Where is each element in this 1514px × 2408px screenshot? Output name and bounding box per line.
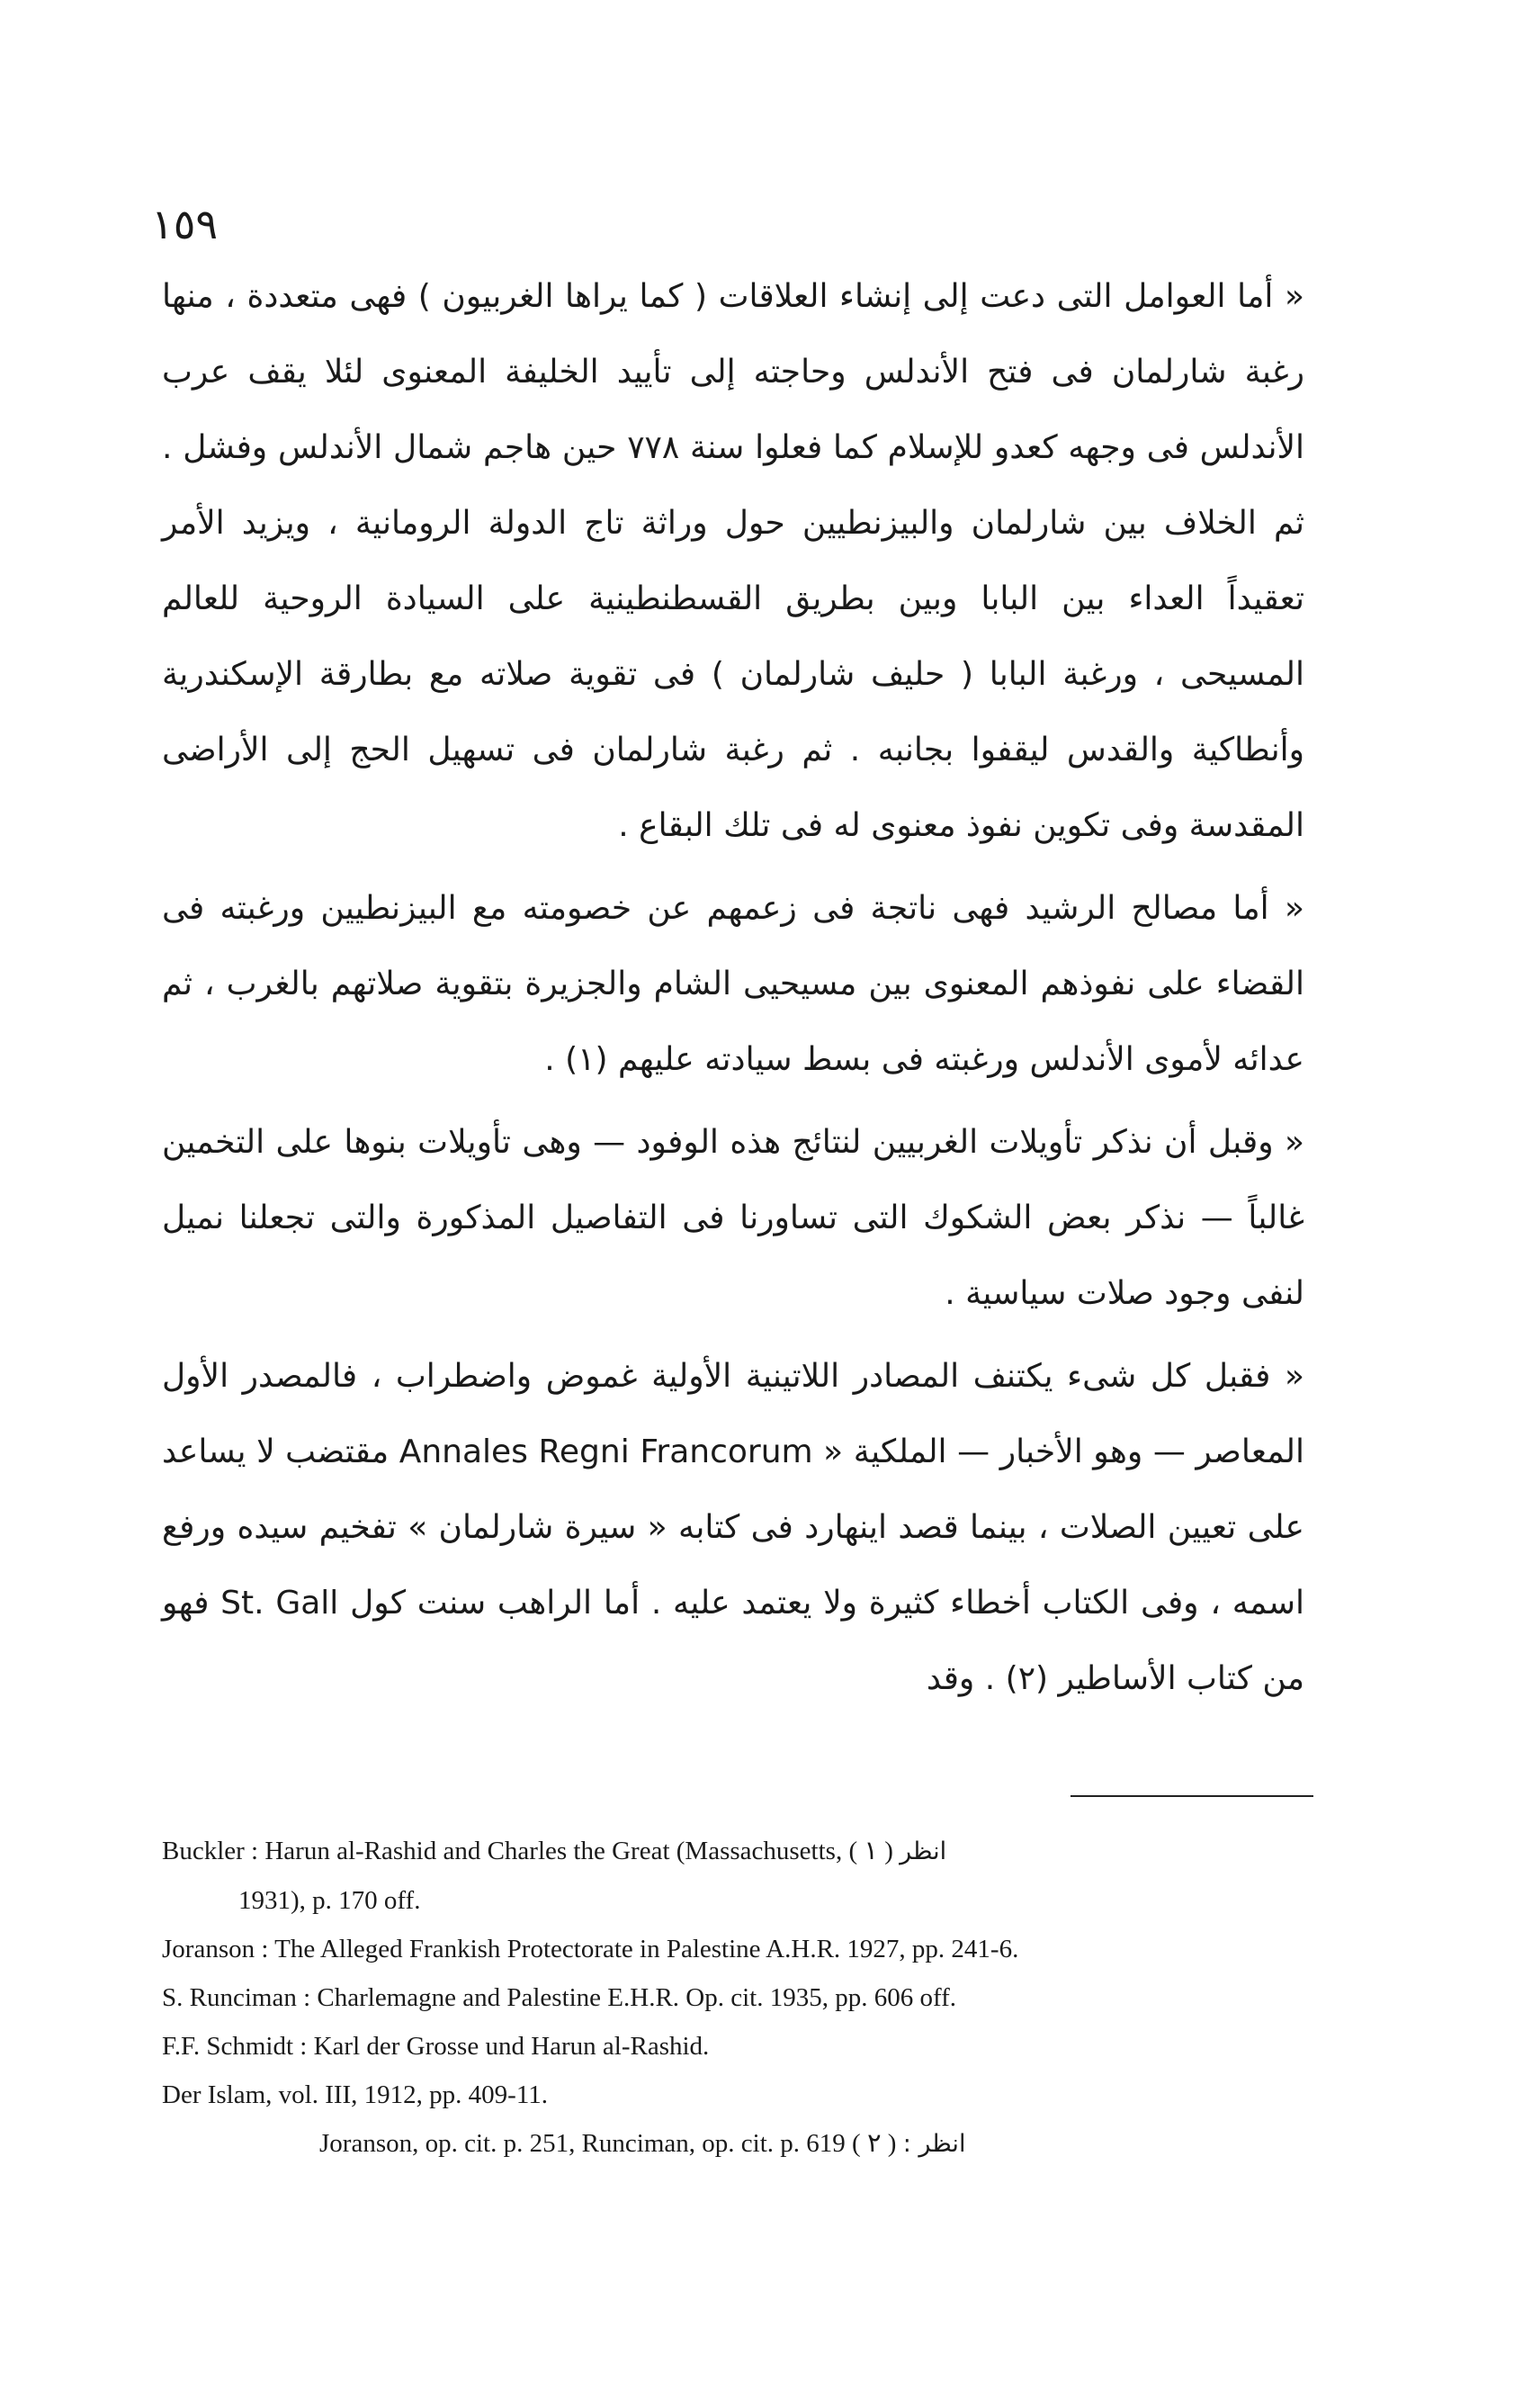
footnote-2-text: Joranson, op. cit. p. 251, Runciman, op. cit. p. 619 — [319, 2129, 846, 2158]
footnote-1-ref-islam: Der Islam, vol. III, 1912, pp. 409-11. — [162, 2080, 549, 2109]
footnote-2-word: انظر : — [902, 2130, 966, 2158]
paragraph-4: « فقبل كل شىء يكتنف المصادر اللاتينية الأولية غموض واضطراب ، فالمصدر الأول المعاصر — وهو الأخبار — الملكية « Annales Regni Francorum مقتضب لا يساعد على تعيين الصلات ، بينما قصد اينهارد فى كتابه « سيرة شارلمان » تفخيم سيده ورفع اسمه ، وفى الكتاب أخطاء كثيرة ولا يعتمد عليه . أما الراهب سنت كول St. Gall فهو من كتاب الأساطير (٢) . وقد — [162, 1358, 1304, 1697]
paragraph-2: « أما مصالح الرشيد فهى ناتجة فى زعمهم عن خصومته مع البيزنطيين ورغبته فى القضاء على نفوذهم المعنوى بين مسيحيى الشام والجزيرة بتقوية صلاتهم بالغرب ، ثم عدائه لأموى الأندلس ورغبته فى بسط سيادته عليهم (١) . — [162, 890, 1304, 1078]
footnote-1-cont: 1931), p. 170 off. — [238, 1886, 421, 1915]
footnote-1 — [162, 1827, 1322, 1876]
body-text — [162, 259, 1304, 1724]
footnote-separator — [1071, 1795, 1313, 1797]
footnote-1-text: Buckler : Harun al-Rashid and Charles the Great (Massachusetts, — [162, 1837, 843, 1865]
footnote-1-ref-joranson: Joranson : The Alleged Frankish Protectorate in Palestine A.H.R. 1927, pp. 241-6. — [162, 1935, 1019, 1963]
footnote-2 — [162, 2119, 1322, 2169]
footnote-1-marker: ( ١ ) — [848, 1837, 893, 1865]
page-number: ١٥٩ — [151, 200, 219, 248]
footnote-2-marker: ( ٢ ) — [852, 2129, 897, 2158]
paragraph-1: « أما العوامل التى دعت إلى إنشاء العلاقات ( كما يراها الغربيون ) فهى متعددة ، منها رغبة شارلمان فى فتح الأندلس وحاجته إلى تأييد الخليفة المعنوى لئلا يقف عرب الأندلس فى وجهه كعدو للإسلام كما فعلوا سنة ٧٧٨ حين هاجم شمال الأندلس وفشل . ثم الخلاف بين شارلمان والبيزنطيين حول وراثة تاج الدولة الرومانية ، ويزيد الأمر تعقيداً العداء بين البابا وبين بطريق القسطنطينية على السيادة الروحية للعالم المسيحى ، ورغبة البابا ( حليف شارلمان ) فى تقوية صلاته مع بطارقة الإسكندرية وأنطاكية والقدس ليقفوا بجانبه . ثم رغبة شارلمان فى تسهيل الحج إلى الأراضى المقدسة وفى تكوين نفوذ معنوى له فى تلك البقاع . — [162, 278, 1304, 844]
paragraph-3: « وقبل أن نذكر تأويلات الغربيين لنتائج هذه الوفود — وهى تأويلات بنوها على التخمين غالباً — نذكر بعض الشكوك التى تساورنا فى التفاصيل المذكورة والتى تجعلنا نميل لنفى وجود صلات سياسية . — [162, 1124, 1304, 1312]
footnote-1-ref-runciman: S. Runciman : Charlemagne and Palestine E.H.R. Op. cit. 1935, pp. 606 off. — [162, 1983, 957, 2012]
footnote-1-word: انظر — [900, 1837, 947, 1865]
footnotes — [162, 1827, 1322, 2169]
footnote-1-ref-schmidt: F.F. Schmidt : Karl der Grosse und Harun al-Rashid. — [162, 2032, 710, 2061]
